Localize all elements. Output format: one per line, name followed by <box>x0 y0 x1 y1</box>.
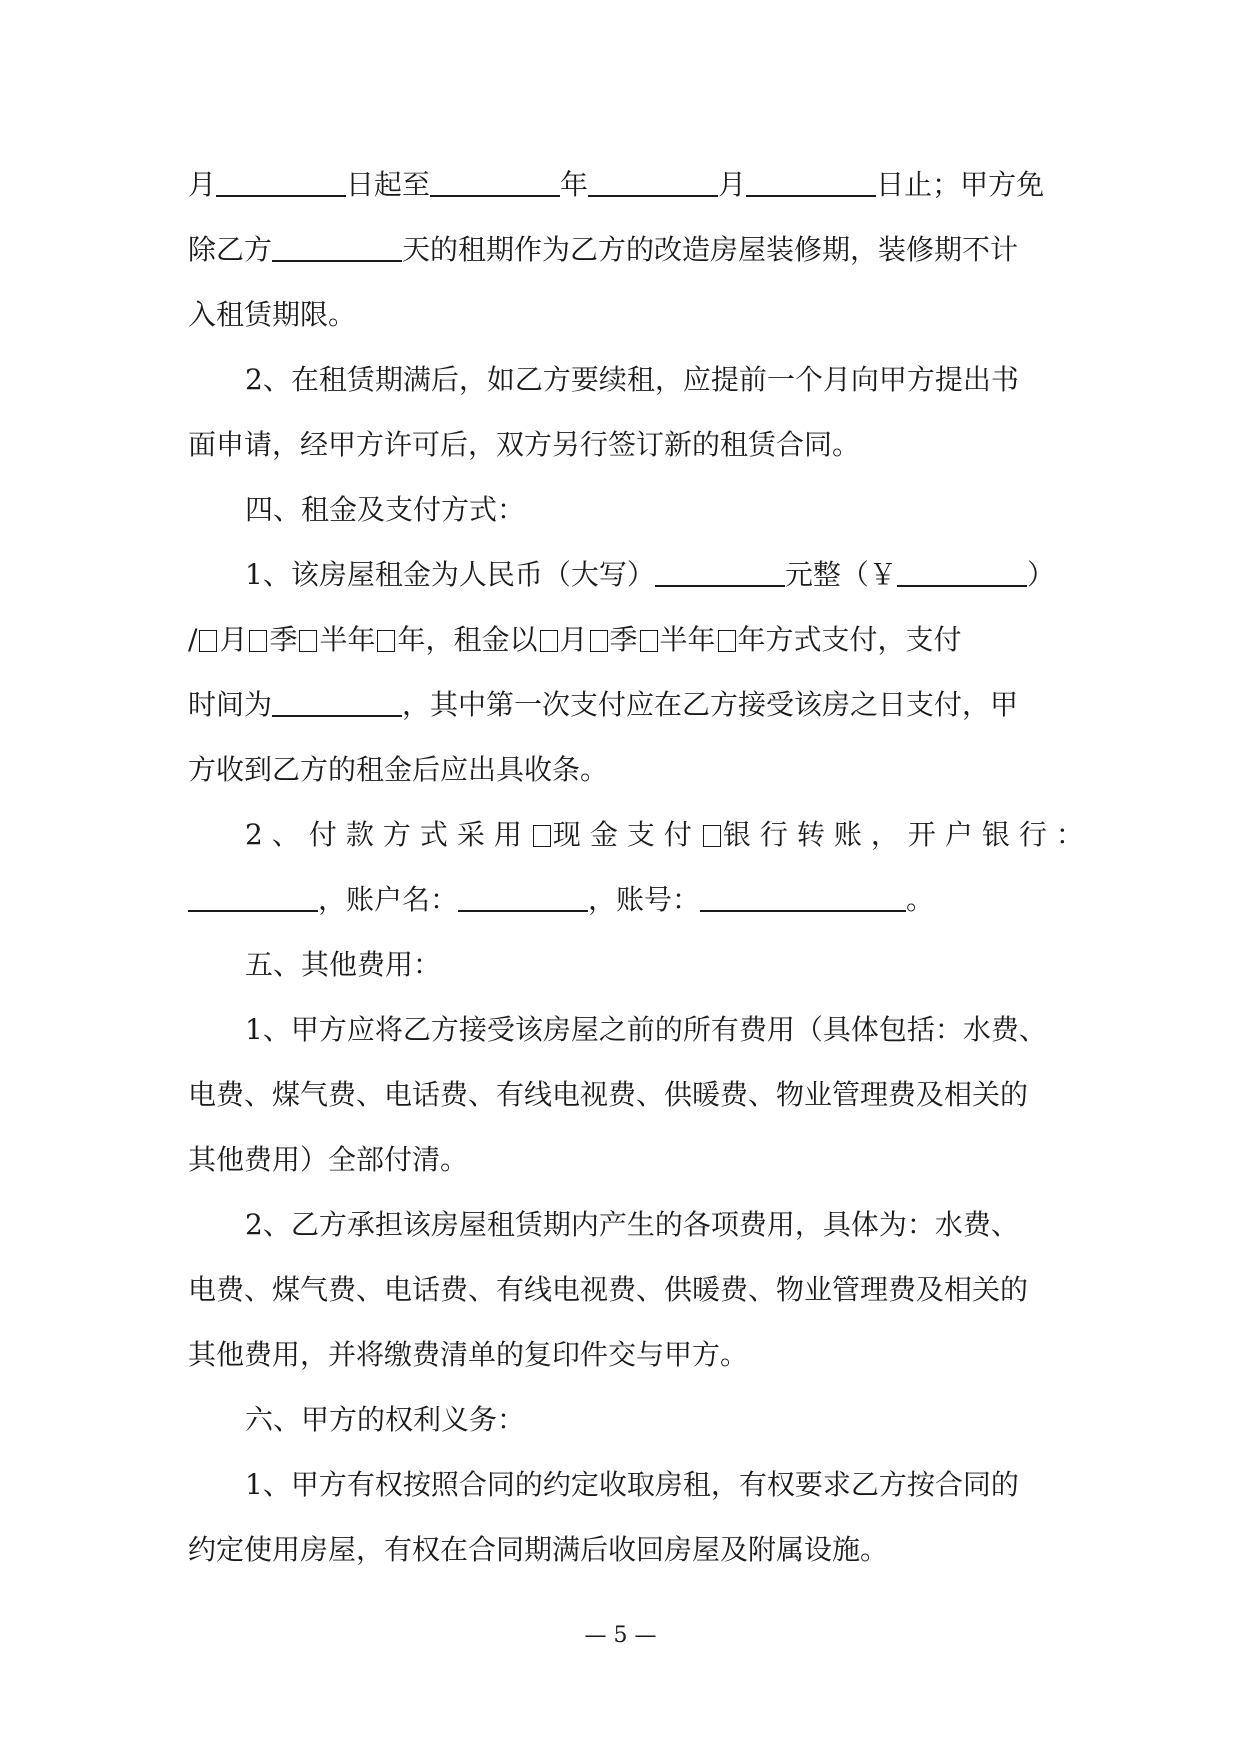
checkbox[interactable] <box>299 630 317 652</box>
lease-term-line-1 <box>188 152 1058 217</box>
text: ，账户名： <box>318 883 459 916</box>
text: 日止；甲方免 <box>876 168 1045 201</box>
text: ，其中第一次支付应在乙方接受该房之日支付，甲 <box>402 688 1019 721</box>
text: 月 <box>219 623 248 656</box>
text: / <box>188 623 198 656</box>
fill-blank[interactable] <box>216 164 346 197</box>
fill-blank[interactable] <box>700 879 906 912</box>
fees-1-line-3: 其他费用）全部付清。 <box>188 1143 469 1176</box>
renewal-line-2: 面申请，经甲方许可后，双方另行签订新的租赁合同。 <box>188 428 861 461</box>
renewal-line-1: 2、在租赁期满后，如乙方要续租，应提前一个月向甲方提出书 <box>245 363 1019 396</box>
fill-blank[interactable] <box>272 684 402 717</box>
rent-line-1 <box>188 542 1058 607</box>
text: 月 <box>559 623 588 656</box>
text: 元整（￥ <box>784 558 897 591</box>
lease-term-line-2 <box>188 217 1058 282</box>
text: 半年 <box>659 623 716 656</box>
text: 1、该房屋租金为人民币（大写） <box>245 558 655 591</box>
rights-1-line-2: 约定使用房屋，有权在合同期满后收回房屋及附属设施。 <box>188 1533 889 1566</box>
fill-blank[interactable] <box>746 164 876 197</box>
checkbox[interactable] <box>249 630 267 652</box>
rent-line-3 <box>188 672 1058 737</box>
page-number: — 5 — <box>584 1623 657 1648</box>
text: 除乙方 <box>188 233 273 266</box>
fees-1-line-1: 1、甲方应将乙方接受该房屋之前的所有费用（具体包括：水费、 <box>245 1013 1047 1046</box>
text: 半年 <box>319 623 376 656</box>
text: ，账号： <box>588 883 701 916</box>
payment-line-1 <box>188 802 1093 867</box>
text: 银行转账，开户银行： <box>722 818 1093 851</box>
text: 2、付款方式采用 <box>245 818 531 851</box>
text: 季 <box>269 623 298 656</box>
checkbox[interactable] <box>199 630 217 652</box>
checkbox[interactable] <box>377 630 395 652</box>
checkbox[interactable] <box>703 825 721 847</box>
fees-2-line-3: 其他费用，并将缴费清单的复印件交与甲方。 <box>188 1338 749 1371</box>
contract-body <box>188 152 1093 1582</box>
checkbox[interactable] <box>640 630 658 652</box>
text: 年 <box>560 168 589 201</box>
section-heading-landlord-rights: 六、甲方的权利义务： <box>245 1403 526 1436</box>
text: 月 <box>718 168 747 201</box>
lease-term-line-3: 入租赁期限。 <box>188 298 357 331</box>
text: ） <box>1026 558 1055 591</box>
fill-blank[interactable] <box>458 879 588 912</box>
text: 天的租期作为乙方的改造房屋装修期，装修期不计 <box>402 233 1019 266</box>
text: 年，租金以 <box>397 623 538 656</box>
fill-blank[interactable] <box>272 229 402 262</box>
fill-blank[interactable] <box>430 164 560 197</box>
payment-line-2 <box>188 867 1058 932</box>
text: 月 <box>188 168 217 201</box>
rent-line-4: 方收到乙方的租金后应出具收条。 <box>188 753 609 786</box>
text: 年方式支付，支付 <box>737 623 962 656</box>
rent-line-2 <box>188 607 1058 672</box>
checkbox[interactable] <box>590 630 608 652</box>
fill-blank[interactable] <box>655 554 785 587</box>
text: 时间为 <box>188 688 273 721</box>
section-heading-rent: 四、租金及支付方式： <box>245 493 526 526</box>
fees-2-line-1: 2、乙方承担该房屋租赁期内产生的各项费用，具体为：水费、 <box>245 1208 1019 1241</box>
rights-1-line-1: 1、甲方有权按照合同的约定收取房租，有权要求乙方按合同的 <box>245 1468 1019 1501</box>
fees-2-line-2: 电费、煤气费、电话费、有线电视费、供暖费、物业管理费及相关的 <box>188 1273 1029 1306</box>
fees-1-line-2: 电费、煤气费、电话费、有线电视费、供暖费、物业管理费及相关的 <box>188 1078 1029 1111</box>
text: 季 <box>609 623 638 656</box>
section-heading-fees: 五、其他费用： <box>245 948 442 981</box>
fill-blank[interactable] <box>188 879 318 912</box>
text: 。 <box>906 883 935 916</box>
fill-blank[interactable] <box>897 554 1027 587</box>
checkbox[interactable] <box>540 630 558 652</box>
text: 现金支付 <box>552 818 701 851</box>
checkbox[interactable] <box>533 825 551 847</box>
checkbox[interactable] <box>718 630 736 652</box>
fill-blank[interactable] <box>588 164 718 197</box>
text: 日起至 <box>346 168 431 201</box>
